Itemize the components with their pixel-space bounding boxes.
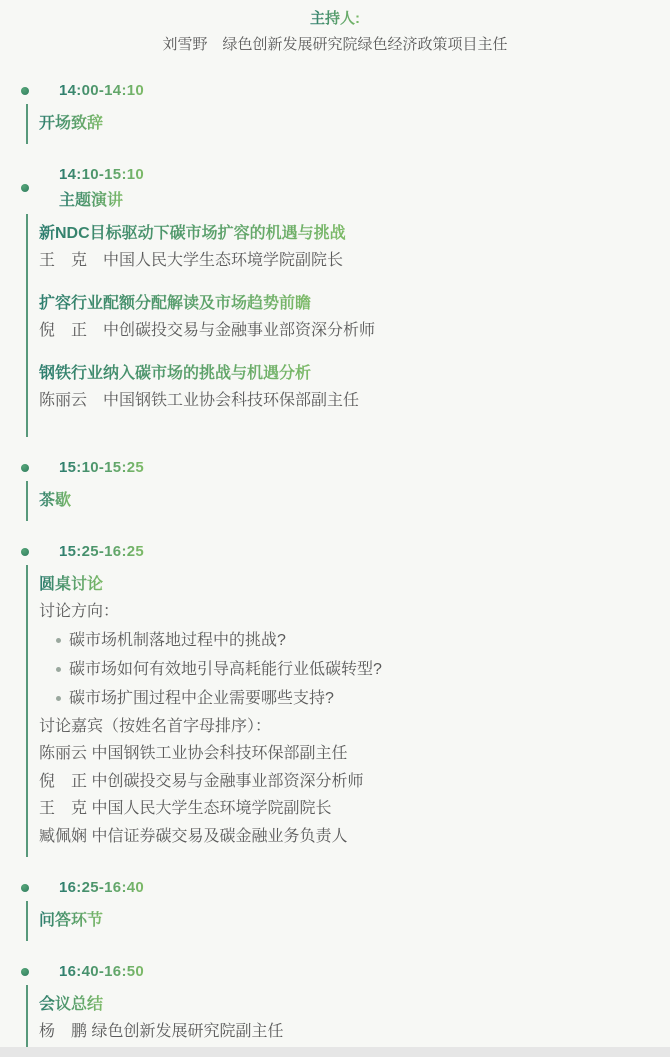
- agenda-session: [0, 162, 670, 437]
- session-time: 15:25-16:25: [59, 539, 144, 565]
- session-header: [0, 539, 670, 565]
- text-line: 讨论方向：: [39, 603, 120, 620]
- text-line: 杨 鹏 绿色创新发展研究院副主任: [39, 1023, 284, 1040]
- session-title: 开场致辞: [39, 110, 103, 137]
- session-content: [26, 565, 670, 857]
- timeline-dot: [21, 184, 29, 192]
- session-content: [26, 901, 670, 941]
- talk-title: 扩容行业配额分配解读及市场趋势前瞻: [39, 290, 311, 317]
- session-time-row: [59, 455, 670, 481]
- session-header: [0, 959, 670, 985]
- session-content: [26, 985, 670, 1053]
- talk-title: 钢铁行业纳入碳市场的挑战与机遇分析: [39, 360, 311, 387]
- text-line: 陈丽云 中国钢铁工业协会科技环保部副主任: [39, 745, 348, 762]
- agenda-session: [0, 455, 670, 521]
- session-time-row: [59, 162, 670, 188]
- timeline-dot: [21, 464, 29, 472]
- text-line: 倪 正 中创碳投交易与金融事业部资深分析师: [39, 772, 364, 790]
- text-line: 臧佩娴 中信证券碳交易及碳金融业务负责人: [39, 827, 348, 845]
- session-content: [26, 214, 670, 437]
- session-time-row: [59, 875, 670, 901]
- session-time: 14:00-14:10: [59, 78, 144, 104]
- timeline-dot: [21, 87, 29, 95]
- bullet-item: 碳市场如何有效地引导高耗能行业低碳转型?: [39, 655, 670, 684]
- session-header: [0, 875, 670, 901]
- bullet-item: 碳市场机制落地过程中的挑战?: [39, 626, 670, 655]
- session-title: 圆桌讨论: [39, 571, 103, 598]
- session-time: 16:25-16:40: [59, 875, 144, 901]
- agenda-session: [0, 78, 670, 144]
- timeline-dot: [21, 548, 29, 556]
- bullet-item: 碳市场扩围过程中企业需要哪些支持?: [39, 684, 670, 713]
- session-header: [0, 78, 670, 104]
- agenda-session: [0, 959, 670, 1053]
- agenda-timeline: [0, 78, 670, 1053]
- host-name: 刘雪野 绿色创新发展研究院绿色经济政策项目主任: [162, 36, 508, 53]
- session-time: 14:10-15:10: [59, 162, 144, 188]
- session-title-row: [39, 487, 670, 514]
- session-title: 会议总结: [39, 991, 103, 1018]
- host-section: [0, 0, 670, 58]
- session-time-row: [59, 539, 670, 565]
- talk-speaker: 陈丽云 中国钢铁工业协会科技环保部副主任: [39, 392, 360, 409]
- session-title-row: [39, 907, 670, 934]
- session-time-row: [59, 78, 670, 104]
- session-time: 16:40-16:50: [59, 959, 144, 985]
- timeline-dot: [21, 884, 29, 892]
- session-title-row: [39, 110, 670, 137]
- timeline-dot: [21, 968, 29, 976]
- talk-block: [39, 220, 670, 274]
- session-time: 15:10-15:25: [59, 455, 144, 481]
- session-time-row: [59, 959, 670, 985]
- session-subtitle: 主题演讲: [59, 188, 123, 214]
- session-title: 问答环节: [39, 907, 103, 934]
- session-header: [0, 455, 670, 481]
- session-content: [26, 104, 670, 144]
- talk-block: [39, 290, 670, 344]
- session-title-row: [39, 571, 670, 598]
- session-header: [0, 162, 670, 214]
- session-subtitle-row: [59, 188, 670, 214]
- session-title-row: [39, 991, 670, 1018]
- talk-block: [39, 360, 670, 414]
- agenda-session: [0, 539, 670, 857]
- talk-speaker: 倪 正 中创碳投交易与金融事业部资深分析师: [39, 322, 376, 339]
- text-line: 王 克 中国人民大学生态环境学院副院长: [39, 800, 332, 817]
- horizontal-scrollbar[interactable]: [0, 1047, 670, 1057]
- talk-speaker: 王 克 中国人民大学生态环境学院副院长: [39, 252, 344, 269]
- host-label: 主持人:: [310, 6, 360, 32]
- talk-title: 新NDC目标驱动下碳市场扩容的机遇与挑战: [39, 220, 346, 247]
- text-line: 讨论嘉宾（按姓名首字母排序）：: [39, 717, 272, 735]
- agenda-session: [0, 875, 670, 941]
- session-title: 茶歇: [39, 487, 71, 514]
- session-content: [26, 481, 670, 521]
- host-label-row: [0, 6, 670, 32]
